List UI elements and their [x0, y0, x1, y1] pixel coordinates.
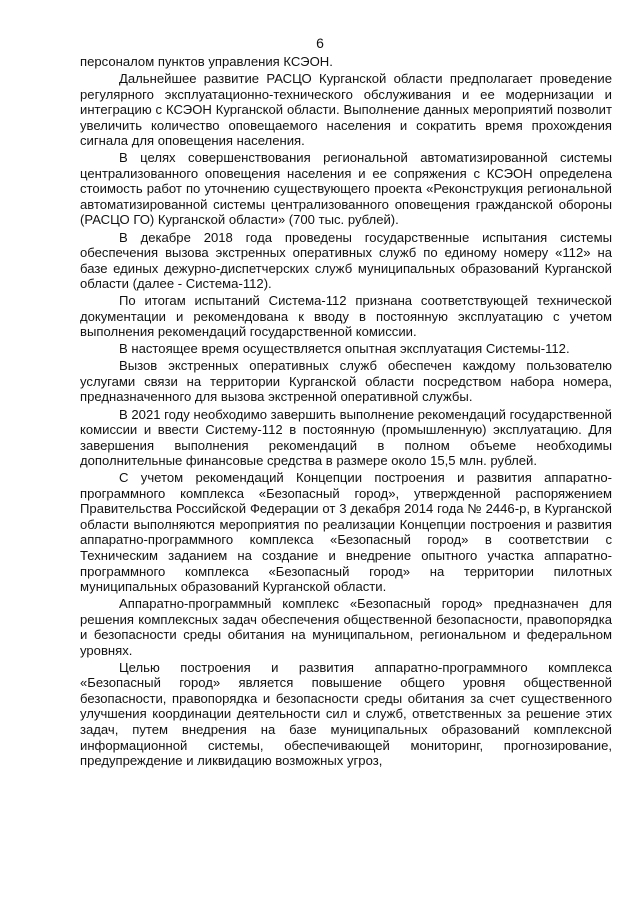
- body-text: [80, 54, 612, 770]
- paragraph-system-112-results: По итогам испытаний Система-112 признана соответствующей технической документации и рекомендована к вводу в постоянную эксплуатацию с учетом выполнения рекомендаций государственной комиссии.: [80, 293, 612, 340]
- paragraph-emergency-call: Вызов экстренных оперативных служб обеспечен каждому пользователю услугами связи на территории Курганской области посредством набора номера, предназначенного для вызова экстренной оперативной службы.: [80, 358, 612, 405]
- paragraph-safe-city-purpose: Аппаратно-программный комплекс «Безопасный город» предназначен для решения комплексных задач обеспечения общественной безопасности, правопорядка и безопасности среды обитания на муниципальном, региональном и федеральном уровнях.: [80, 596, 612, 658]
- paragraph-rasco-development: Дальнейшее развитие РАСЦО Курганской области предполагает проведение регулярного эксплуатационно-технического обслуживания и ее модернизации и интеграцию с КСЭОН Курганской области. Выполнение данных мероприятий позволит увеличить количество оповещаемого населения и сократить время прохождения сигнала для оповещения населения.: [80, 71, 612, 149]
- paragraph-trial-operation: В настоящее время осуществляется опытная эксплуатация Системы-112.: [119, 341, 570, 357]
- paragraph-safe-city-goal: Целью построения и развития аппаратно-программного комплекса «Безопасный город» является повышение общего уровня общественной безопасности, правопорядка и безопасности среды обитания за счет существенного улучшения координации деятельности сил и служб, ответственных за решение этих задач, путем внедрения на базе муниципальных образований комплексной информационной системы, обеспечивающей мониторинг, прогнозирование, предупреждение и ликвидацию возможных угроз,: [80, 659, 612, 769]
- paragraph-continuation: персоналом пунктов управления КСЭОН.: [80, 54, 333, 69]
- page-number: 6: [316, 35, 324, 51]
- paragraph-2021-plans: В 2021 году необходимо завершить выполнение рекомендаций государственной комиссии и ввести Систему-112 в постоянную (промышленную) эксплуатацию. Для завершения выполнения рекомендаций в полном объеме необходимы дополнительные финансовые средства в размере около 15,5 млн. рублей.: [80, 406, 612, 469]
- paragraph-rasco-improvement: В целях совершенствования региональной автоматизированной системы централизованного оповещения населения и ее сопряжения с КСЭОН определена стоимость работ по уточнению существующего проекта «Реконструкция региональной автоматизированной системы централизованного оповещения гражданской обороны (РАСЦО ГО) Курганской области» (700 тыс. рублей).: [80, 150, 612, 228]
- paragraph-system-112-tests: В декабре 2018 года проведены государственные испытания системы обеспечения вызова экстренных оперативных служб по единому номеру «112» на базе единых дежурно-диспетчерских служб муниципальных образований Курганской области (далее - Система-112).: [80, 229, 612, 292]
- paragraph-safe-city-concept: С учетом рекомендаций Концепции построения и развития аппаратно-программного комплекса «Безопасный город», утвержденной распоряжением Правительства Российской Федерации от 3 декабря 2014 года № 2446-р, в Курганской области выполняются мероприятия по реализации Концепции построения и развития аппаратно-программного комплекса «Безопасный город» в соответствии с Техническим заданием на создание и внедрение опытного участка аппаратно-программного комплекса «Безопасный город» на территории пилотных муниципальных образований Курганской области.: [80, 470, 612, 595]
